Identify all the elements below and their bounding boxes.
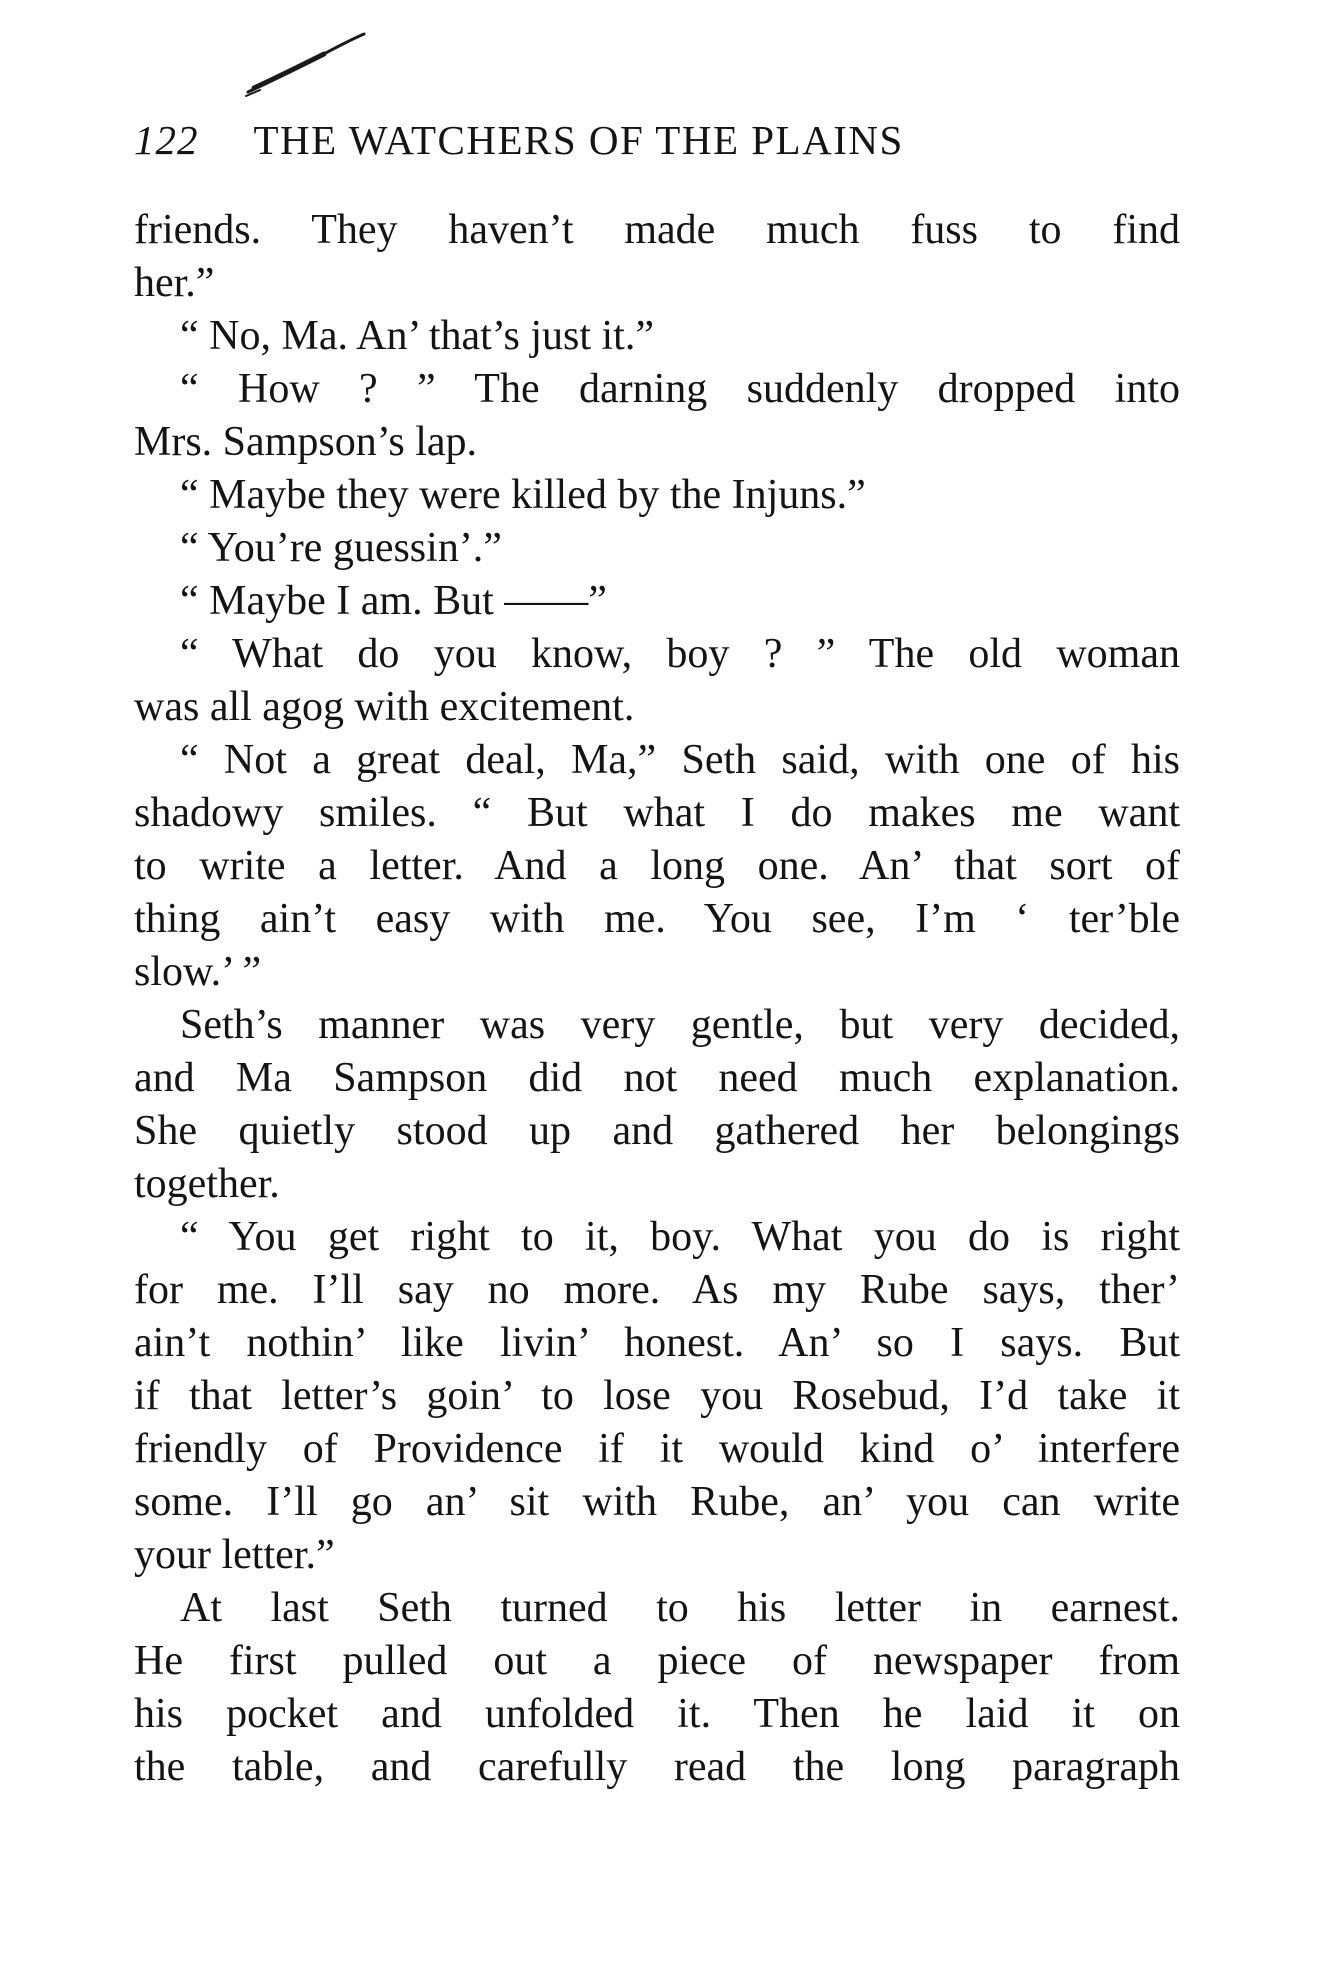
running-title: THE WATCHERS OF THE PLAINS — [253, 117, 904, 163]
text-line: his pocket and unfolded it. Then he laid it on — [134, 1691, 1180, 1737]
text-line: “ You’re guessin’.” — [180, 525, 502, 571]
text-line: “ Maybe I am. But ——” — [180, 578, 607, 624]
text-line: the table, and carefully read the long paragraph — [134, 1744, 1180, 1790]
text-line: some. I’ll go an’ sit with Rube, an’ you can write — [134, 1479, 1180, 1525]
text-line: He first pulled out a piece of newspaper from — [134, 1638, 1180, 1684]
text-line: your letter.” — [134, 1532, 335, 1578]
page-number: 122 — [134, 117, 199, 163]
text-line: thing ain’t easy with me. You see, I’m ‘ ter’ble — [134, 896, 1180, 942]
text-line: friends. They haven’t made much fuss to find — [134, 207, 1180, 253]
text-line: ain’t nothin’ like livin’ honest. An’ so I says. But — [134, 1320, 1180, 1366]
text-line: for me. I’ll say no more. As my Rube says, ther’ — [134, 1267, 1180, 1313]
text-line: friendly of Providence if it would kind o’ interfere — [134, 1426, 1180, 1472]
text-line: together. — [134, 1161, 280, 1207]
pencil-mark — [240, 30, 370, 100]
text-line: “ You get right to it, boy. What you do is right — [180, 1214, 1180, 1260]
text-line: Mrs. Sampson’s lap. — [134, 419, 478, 465]
text-line: She quietly stood up and gathered her belongings — [134, 1108, 1180, 1154]
text-line: and Ma Sampson did not need much explanation. — [134, 1055, 1180, 1101]
running-head — [134, 110, 1194, 170]
text-line: At last Seth turned to his letter in earnest. — [180, 1585, 1180, 1631]
text-line: Seth’s manner was very gentle, but very decided, — [180, 1002, 1180, 1048]
text-line: slow.’ ” — [134, 949, 262, 995]
text-line: “ Maybe they were killed by the Injuns.” — [180, 472, 866, 518]
text-line: her.” — [134, 260, 215, 306]
text-line: was all agog with excitement. — [134, 684, 635, 730]
text-line: shadowy smiles. “ But what I do makes me want — [134, 790, 1180, 836]
text-line: “ What do you know, boy ? ” The old woman — [180, 631, 1180, 677]
text-line: “ Not a great deal, Ma,” Seth said, with one of his — [180, 737, 1180, 783]
body-text — [134, 204, 1180, 1794]
text-line: “ How ? ” The darning suddenly dropped into — [180, 366, 1180, 412]
text-line: if that letter’s goin’ to lose you Rosebud, I’d take it — [134, 1373, 1180, 1419]
text-line: “ No, Ma. An’ that’s just it.” — [180, 313, 654, 359]
text-line: to write a letter. And a long one. An’ that sort of — [134, 843, 1180, 889]
